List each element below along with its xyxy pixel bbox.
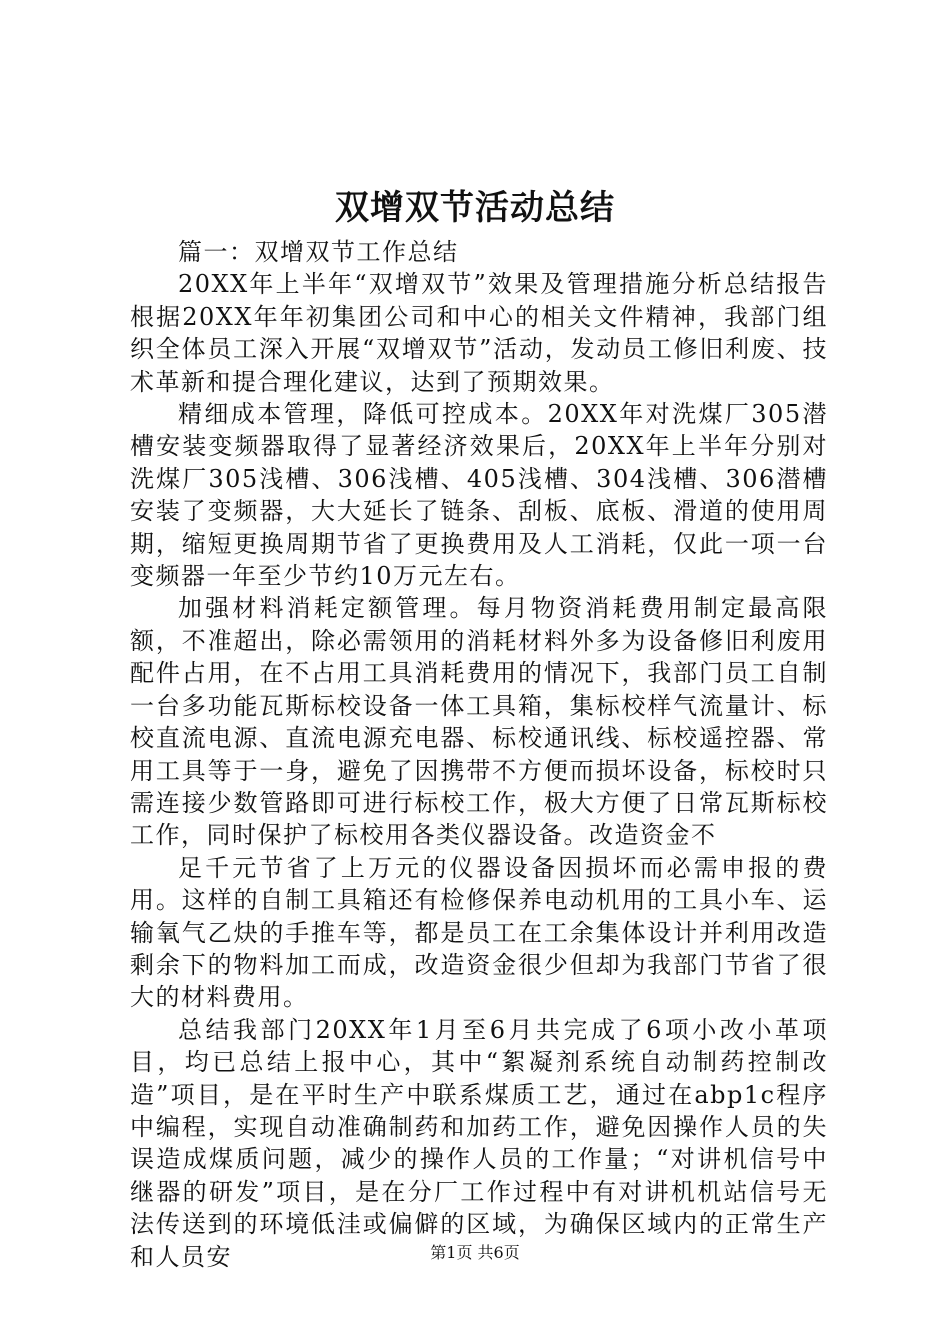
paragraph: 精细成本管理，降低可控成本。20XX年对洗煤厂305潜槽安装变频器取得了显著经济效果后，20XX年上半年分别对洗煤厂305浅槽、306浅槽、405浅槽、304浅槽、306潜槽安装了变频器，大大延长了链条、刮板、底板、滑道的使用周期，缩短更换周期节省了更换费用及人工消耗，仅此一项一台变频器一年至少节约10万元左右。 bbox=[130, 400, 828, 591]
document-body bbox=[130, 236, 828, 1273]
document-title: 双增双节活动总结 bbox=[335, 188, 615, 228]
page-number-footer: 第1页 共6页 bbox=[430, 1243, 520, 1262]
paragraph: 足千元节省了上万元的仪器设备因损坏而必需申报的费用。这样的自制工具箱还有检修保养电动机用的工具小车、运输氧气乙炔的手推车等，都是员工在工余集体设计并利用改造剩余下的物料加工而成，改造资金很少但却为我部门节省了很大的材料费用。 bbox=[130, 853, 828, 1012]
paragraph: 总结我部门20XX年1月至6月共完成了6项小改小革项目，均已总结上报中心，其中“絮凝剂系统自动制药控制改造”项目，是在平时生产中联系煤质工艺，通过在abp1c程序中编程，实现自动准确制药和加药工作，避免因操作人员的失误造成煤质问题，减少的操作人员的工作量；“对讲机信号中继器的研发”项目，是在分厂工作过程中有对讲机机站信号无法传送到的环境低洼或偏僻的区域，为确保区域内的正常生产和人员安 bbox=[130, 1015, 828, 1271]
paragraph: 20XX年上半年“双增双节”效果及管理措施分析总结报告根据20XX年年初集团公司和中心的相关文件精神，我部门组织全体员工深入开展“双增双节”活动，发动员工修旧利废、技术革新和提合理化建议，达到了预期效果。 bbox=[130, 270, 828, 396]
section-heading: 篇一：双增双节工作总结 bbox=[178, 238, 459, 266]
paragraph: 加强材料消耗定额管理。每月物资消耗费用制定最高限额，不准超出，除必需领用的消耗材料外多为设备修旧利废用配件占用，在不占用工具消耗费用的情况下，我部门员工自制一台多功能瓦斯标校设备一体工具箱，集标校样气流量计、标校直流电源、直流电源充电器、标校通讯线、标校遥控器、常用工具等于一身，避免了因携带不方便而损坏设备，标校时只需连接少数管路即可进行标校工作，极大方便了日常瓦斯标校工作，同时保护了标校用各类仪器设备。改造资金不 bbox=[130, 594, 828, 850]
